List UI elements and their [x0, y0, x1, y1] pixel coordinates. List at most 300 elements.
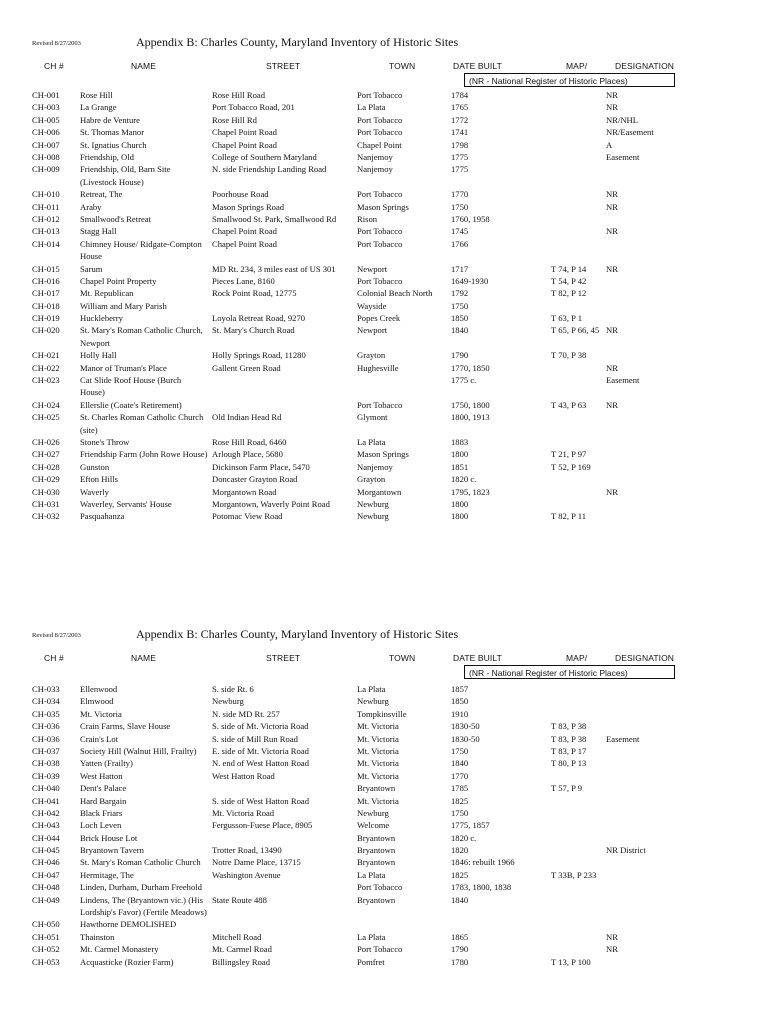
table-row: [0, 151, 768, 163]
table-row: [0, 894, 768, 919]
site-map-ref: T 70, P 38: [551, 350, 587, 361]
site-street: Chapel Point Road: [212, 127, 277, 138]
site-town: Rison: [357, 213, 378, 224]
site-date-built: 1770: [451, 770, 469, 781]
table-row: [0, 918, 768, 930]
site-id: CH-016: [32, 275, 60, 286]
site-designation: NR: [606, 189, 618, 200]
site-town: Mt. Victoria: [357, 795, 399, 806]
site-name: Loch Leven: [80, 820, 122, 831]
site-map-ref: T 57, P 9: [551, 783, 583, 794]
site-designation: NR: [606, 944, 618, 955]
site-street: Mt. Victoria Road: [212, 807, 275, 818]
site-town: Mt. Victoria: [357, 745, 399, 756]
site-name: Pasquahanza: [80, 511, 125, 522]
site-map-ref: T 65, P 66, 45: [551, 325, 600, 336]
site-date-built: 1770, 1850: [451, 362, 490, 373]
site-date-built: 1840: [451, 325, 469, 336]
table-row: [0, 510, 768, 522]
site-id: CH-035: [32, 708, 60, 719]
table-row: [0, 473, 768, 485]
site-date-built: 1865: [451, 931, 469, 942]
site-id: CH-012: [32, 213, 60, 224]
site-name: Friendship, Old, Barn Site (Livestock House): [80, 164, 171, 187]
site-date-built: 1775: [451, 164, 469, 175]
site-street: Rose Hill Rd: [212, 114, 257, 125]
site-designation: NR: [606, 931, 618, 942]
table-row: [0, 733, 768, 745]
site-name: Crain's Lot: [80, 733, 119, 744]
site-street: Old Indian Head Rd: [212, 412, 282, 423]
site-id: CH-023: [32, 375, 60, 386]
site-street: N. end of West Hatton Road: [212, 758, 310, 769]
site-date-built: 1790: [451, 350, 469, 361]
site-date-built: 1850: [451, 313, 469, 324]
site-town: Port Tobacco: [357, 114, 403, 125]
header-name: NAME: [131, 653, 156, 663]
site-id: CH-029: [32, 474, 60, 485]
site-town: Newburg: [357, 696, 389, 707]
site-town: Port Tobacco: [357, 238, 403, 249]
site-name: Manor of Truman's Place: [80, 362, 167, 373]
site-map-ref: T 63, P 1: [551, 313, 583, 324]
site-street: Port Tobacco Road, 201: [212, 102, 295, 113]
site-date-built: 1780: [451, 956, 469, 967]
site-town: Newburg: [357, 498, 389, 509]
table-row: [0, 931, 768, 943]
site-name: Holly Hall: [80, 350, 117, 361]
site-name: Gunston: [80, 461, 110, 472]
site-street: St. Mary's Church Road: [212, 325, 295, 336]
site-date-built: 1775 c.: [451, 375, 477, 386]
site-designation: NR: [606, 201, 618, 212]
site-town: Port Tobacco: [357, 944, 403, 955]
site-date-built: 1830-50: [451, 733, 480, 744]
site-town: Nanjemoy: [357, 151, 393, 162]
table-row: [0, 238, 768, 263]
site-id: CH-039: [32, 770, 60, 781]
site-name: Mt. Carmel Monastery: [80, 944, 159, 955]
site-id: CH-050: [32, 919, 60, 930]
site-id: CH-052: [32, 944, 60, 955]
site-street: Smallwood St. Park, Smallwood Rd: [212, 213, 337, 224]
site-town: Port Tobacco: [357, 127, 403, 138]
table-row: [0, 807, 768, 819]
site-street: Washington Avenue: [212, 869, 281, 880]
site-date-built: 1840: [451, 758, 469, 769]
site-date-built: 1750: [451, 807, 469, 818]
table-row: [0, 683, 768, 695]
site-name: Rose Hill: [80, 90, 113, 100]
site-id: CH-038: [32, 758, 60, 769]
site-designation: NR/Easement: [606, 127, 654, 138]
site-name: Brick House Lot: [80, 832, 138, 843]
site-id: CH-013: [32, 226, 60, 237]
site-street: Notre Dame Place, 13715: [212, 857, 301, 868]
site-town: Grayton: [357, 474, 386, 485]
site-name: Retreat, The: [80, 189, 123, 200]
site-street: Morgantown, Waverly Point Road: [212, 498, 330, 509]
site-name: Sarum: [80, 263, 103, 274]
site-street: Pieces Lane, 8160: [212, 275, 275, 286]
site-date-built: 1750: [451, 745, 469, 756]
site-id: CH-007: [32, 139, 60, 150]
site-name: Bryantown Tavern: [80, 845, 144, 856]
site-town: La Plata: [357, 931, 386, 942]
site-map-ref: T 83, P 38: [551, 721, 587, 732]
table-row: [0, 287, 768, 299]
site-map-ref: T 13, P 100: [551, 956, 591, 967]
site-date-built: 1857: [451, 684, 469, 694]
table-row: [0, 126, 768, 138]
site-name: Black Friars: [80, 807, 123, 818]
site-date-built: 1851: [451, 461, 469, 472]
site-town: Nanjemoy: [357, 164, 393, 175]
table-row: [0, 943, 768, 955]
site-name: Habre de Venture: [80, 114, 140, 125]
site-date-built: 1830-50: [451, 721, 480, 732]
site-town: Popes Creek: [357, 313, 401, 324]
site-id: CH-008: [32, 151, 60, 162]
site-street: Loyola Retreat Road, 9270: [212, 313, 306, 324]
site-id: CH-032: [32, 511, 60, 522]
site-name: St. Thomas Manor: [80, 127, 145, 138]
site-name: St. Ignatius Church: [80, 139, 147, 150]
site-town: Port Tobacco: [357, 226, 403, 237]
site-date-built: 1850: [451, 696, 469, 707]
table-row: [0, 720, 768, 732]
site-date-built: 1798: [451, 139, 469, 150]
site-street: College of Southern Maryland: [212, 151, 317, 162]
site-id: CH-040: [32, 783, 60, 794]
site-name: Dent's Palace: [80, 783, 127, 794]
site-street: Chapel Point Road: [212, 139, 277, 150]
site-designation: NR: [606, 263, 618, 274]
site-date-built: 1795, 1823: [451, 486, 490, 497]
site-town: Nanjemoy: [357, 461, 393, 472]
site-id: CH-031: [32, 498, 60, 509]
site-map-ref: T 80, P 13: [551, 758, 587, 769]
site-town: Wayside: [357, 300, 387, 311]
header-map: MAP/: [566, 61, 588, 71]
site-name: Linden, Durham, Durham Freehold: [80, 882, 202, 893]
site-id: CH-042: [32, 807, 60, 818]
site-date-built: 1741: [451, 127, 469, 138]
header-map: MAP/: [566, 653, 588, 663]
header-designation: DESIGNATION: [615, 61, 675, 71]
site-date-built: 1750, 1800: [451, 399, 490, 410]
site-id: CH-024: [32, 399, 60, 410]
site-id: CH-053: [32, 956, 60, 967]
header-date-built: DATE BUILT: [453, 61, 502, 71]
site-name: Ellenwood: [80, 684, 118, 694]
site-street: S. side of Mill Run Road: [212, 733, 298, 744]
site-name: Araby: [80, 201, 102, 212]
site-date-built: 1800: [451, 511, 469, 522]
page-title: Appendix B: Charles County, Maryland Inventory of Historic Sites: [136, 627, 459, 641]
site-name: Hard Bargain: [80, 795, 127, 806]
site-date-built: 1765: [451, 102, 469, 113]
site-name: Waverly: [80, 486, 109, 497]
site-name: Hermitage, The: [80, 869, 134, 880]
site-town: Port Tobacco: [357, 882, 403, 893]
site-date-built: 1820: [451, 845, 469, 856]
site-town: Chapel Point: [357, 139, 402, 150]
site-street: S. side Rt. 6: [212, 684, 254, 694]
site-date-built: 1717: [451, 263, 469, 274]
site-id: CH-017: [32, 288, 60, 299]
site-id: CH-036: [32, 733, 60, 744]
site-town: Morgantown: [357, 486, 402, 497]
site-town: Mt. Victoria: [357, 770, 399, 781]
site-date-built: 1825: [451, 795, 469, 806]
site-id: CH-041: [32, 795, 60, 806]
site-designation: NR: [606, 325, 618, 336]
site-street: Billingsley Road: [212, 956, 271, 967]
site-date-built: 1775: [451, 151, 469, 162]
site-id: CH-048: [32, 882, 60, 893]
site-name: Chapel Point Property: [80, 275, 157, 286]
site-map-ref: T 82, P 12: [551, 288, 587, 299]
site-street: Potomac View Road: [212, 511, 283, 522]
site-street: West Hatton Road: [212, 770, 275, 781]
table-row: [0, 275, 768, 287]
site-date-built: 1883: [451, 437, 469, 448]
site-name: Yatten (Frailty): [80, 758, 133, 769]
site-name: Stone's Throw: [80, 437, 130, 448]
header-town: TOWN: [389, 653, 416, 663]
site-name: Chimney House/ Ridgate-Compton House: [80, 238, 202, 262]
site-date-built: 1760, 1958: [451, 213, 490, 224]
site-town: Hughesville: [357, 362, 399, 373]
site-id: CH-001: [32, 90, 60, 100]
site-street: E. side of Mt. Victoria Road: [212, 745, 309, 756]
table-row: [0, 770, 768, 782]
site-town: Mason Springs: [357, 449, 409, 460]
site-town: Newburg: [357, 807, 389, 818]
table-row: [0, 448, 768, 460]
site-name: La Grange: [80, 102, 117, 113]
site-town: Mt. Victoria: [357, 758, 399, 769]
site-name: Acquasticke (Rozier Farm): [80, 956, 174, 967]
site-id: CH-021: [32, 350, 60, 361]
table-row: [0, 399, 768, 411]
site-street: Chapel Point Road: [212, 226, 277, 237]
site-name: William and Mary Parish: [80, 300, 167, 311]
site-date-built: 1775, 1857: [451, 820, 490, 831]
site-id: CH-030: [32, 486, 60, 497]
site-map-ref: T 83, P 38: [551, 733, 587, 744]
site-date-built: 1750: [451, 300, 469, 311]
site-town: Bryantown: [357, 845, 396, 856]
header-name: NAME: [131, 61, 156, 71]
site-date-built: 1825: [451, 869, 469, 880]
table-row: [0, 312, 768, 324]
site-designation: NR: [606, 90, 618, 100]
site-name: Huckleberry: [80, 313, 123, 324]
site-id: CH-043: [32, 820, 60, 831]
site-name: Elmwood: [80, 696, 114, 707]
site-town: Pomfret: [357, 956, 385, 967]
table-row: [0, 486, 768, 498]
site-town: La Plata: [357, 869, 386, 880]
table-row: [0, 856, 768, 868]
site-id: CH-025: [32, 412, 60, 423]
table-row: [0, 263, 768, 275]
table-row: [0, 324, 768, 349]
site-town: Grayton: [357, 350, 386, 361]
site-id: CH-044: [32, 832, 60, 843]
site-id: CH-020: [32, 325, 60, 336]
site-town: Colonial Beach North: [357, 288, 433, 299]
site-designation: NR: [606, 102, 618, 113]
site-town: Newport: [357, 263, 388, 274]
header-date-built: DATE BUILT: [453, 653, 502, 663]
nr-legend-box: (NR - National Register of Historic Places): [464, 665, 675, 679]
site-street: S. side of West Hatton Road: [212, 795, 310, 806]
site-map-ref: T 33B, P 233: [551, 869, 597, 880]
site-street: N. side Friendship Landing Road: [212, 164, 327, 175]
site-designation: NR District: [606, 845, 646, 856]
table-row: [0, 201, 768, 213]
site-street: Rock Point Road, 12775: [212, 288, 297, 299]
site-id: CH-019: [32, 313, 60, 324]
site-date-built: 1772: [451, 114, 469, 125]
site-town: Tompkinsville: [357, 708, 407, 719]
site-name: Lindens, The (Bryantown vic.) (His Lordship's Favor) (Fertile Meadows): [80, 894, 207, 918]
site-street: Rose Hill Road: [212, 90, 265, 100]
site-town: Mt. Victoria: [357, 721, 399, 732]
site-date-built: 1840: [451, 894, 469, 905]
site-name: St. Mary's Roman Catholic Church, Newport: [80, 325, 203, 348]
site-id: CH-014: [32, 238, 60, 249]
site-street: Gallent Green Road: [212, 362, 281, 373]
site-street: Mitchell Road: [212, 931, 262, 942]
site-town: Port Tobacco: [357, 90, 403, 100]
site-id: CH-009: [32, 164, 60, 175]
table-row: [0, 795, 768, 807]
site-designation: Easement: [606, 151, 640, 162]
site-street: Fergusson-Fuese Place, 8905: [212, 820, 313, 831]
site-name: Society Hill (Walnut Hill, Frailty): [80, 745, 197, 756]
site-town: Newport: [357, 325, 388, 336]
site-date-built: 1649-1930: [451, 275, 489, 286]
table-row: [0, 300, 768, 312]
site-street: Chapel Point Road: [212, 238, 277, 249]
page-title: Appendix B: Charles County, Maryland Inventory of Historic Sites: [136, 35, 459, 49]
table-row: [0, 163, 768, 188]
site-name: Efton Hills: [80, 474, 118, 485]
site-name: Cat Slide Roof House (Burch House): [80, 375, 182, 398]
site-street: Arlough Place, 5680: [212, 449, 283, 460]
site-map-ref: T 43, P 63: [551, 399, 587, 410]
site-id: CH-003: [32, 102, 60, 113]
site-id: CH-028: [32, 461, 60, 472]
site-name: Stagg Hall: [80, 226, 117, 237]
site-town: Bryantown: [357, 832, 396, 843]
nr-legend-box: (NR - National Register of Historic Places): [464, 73, 675, 87]
site-date-built: 1784: [451, 90, 469, 100]
table-row: [0, 225, 768, 237]
table-row: [0, 101, 768, 113]
site-id: CH-034: [32, 696, 60, 707]
site-name: Crain Farms, Slave House: [80, 721, 171, 732]
site-name: Mt. Republican: [80, 288, 134, 299]
site-name: Smallwood's Retreat: [80, 213, 152, 224]
table-row: [0, 374, 768, 399]
site-town: Glymont: [357, 412, 388, 423]
site-town: Port Tobacco: [357, 399, 403, 410]
site-street: Holly Springs Road, 11280: [212, 350, 306, 361]
table-row: [0, 188, 768, 200]
site-date-built: 1770: [451, 189, 469, 200]
site-map-ref: T 82, P 11: [551, 511, 587, 522]
site-street: Mt. Carmel Road: [212, 944, 272, 955]
site-street: MD Rt. 234, 3 miles east of US 301: [212, 263, 336, 274]
site-date-built: 1790: [451, 944, 469, 955]
table-row: [0, 411, 768, 436]
site-name: Ellerslie (Coate's Retirement): [80, 399, 182, 410]
site-designation: NR/NHL: [606, 114, 638, 125]
site-date-built: 1846: rebuilt 1966: [451, 857, 515, 868]
site-town: La Plata: [357, 102, 386, 113]
table-row: [0, 844, 768, 856]
revised-date: Revised 8/27/2003: [32, 632, 81, 639]
site-town: Bryantown: [357, 857, 396, 868]
site-date-built: 1792: [451, 288, 469, 299]
site-id: CH-006: [32, 127, 60, 138]
site-id: CH-045: [32, 845, 60, 856]
table-row: [0, 213, 768, 225]
table-row: [0, 782, 768, 794]
site-street: Mason Springs Road: [212, 201, 285, 212]
site-name: Thainston: [80, 931, 115, 942]
site-name: Mt. Victoria: [80, 708, 122, 719]
site-street: Doncaster Grayton Road: [212, 474, 298, 485]
table-row: [0, 139, 768, 151]
table-row: [0, 114, 768, 126]
site-name: Friendship, Old: [80, 151, 134, 162]
site-id: CH-010: [32, 189, 60, 200]
site-id: CH-015: [32, 263, 60, 274]
site-date-built: 1783, 1800, 1838: [451, 882, 512, 893]
site-name: Waverley, Servants' House: [80, 498, 172, 509]
site-id: CH-051: [32, 931, 60, 942]
site-id: CH-005: [32, 114, 60, 125]
table-row: [0, 362, 768, 374]
site-name: West Hatton: [80, 770, 123, 781]
site-street: Newburg: [212, 696, 244, 707]
site-street: State Route 488: [212, 894, 267, 905]
site-date-built: 1745: [451, 226, 469, 237]
header-street: STREET: [266, 61, 301, 71]
site-town: Port Tobacco: [357, 189, 403, 200]
site-town: La Plata: [357, 437, 386, 448]
site-street: Morgantown Road: [212, 486, 277, 497]
revised-date: Revised 8/27/2003: [32, 40, 81, 47]
site-name: Friendship Farm (John Rowe House): [80, 449, 208, 460]
site-name: St. Charles Roman Catholic Church (site): [80, 412, 204, 435]
site-id: CH-049: [32, 894, 60, 905]
site-designation: Easement: [606, 375, 640, 386]
site-name: Hawthorne DEMOLISHED: [80, 919, 177, 930]
sites-table: [0, 683, 768, 968]
site-town: Bryantown: [357, 783, 396, 794]
site-street: Dickinson Farm Place, 5470: [212, 461, 310, 472]
site-designation: NR: [606, 486, 618, 497]
site-street: N. side MD Rt. 257: [212, 708, 280, 719]
site-town: Mason Springs: [357, 201, 409, 212]
